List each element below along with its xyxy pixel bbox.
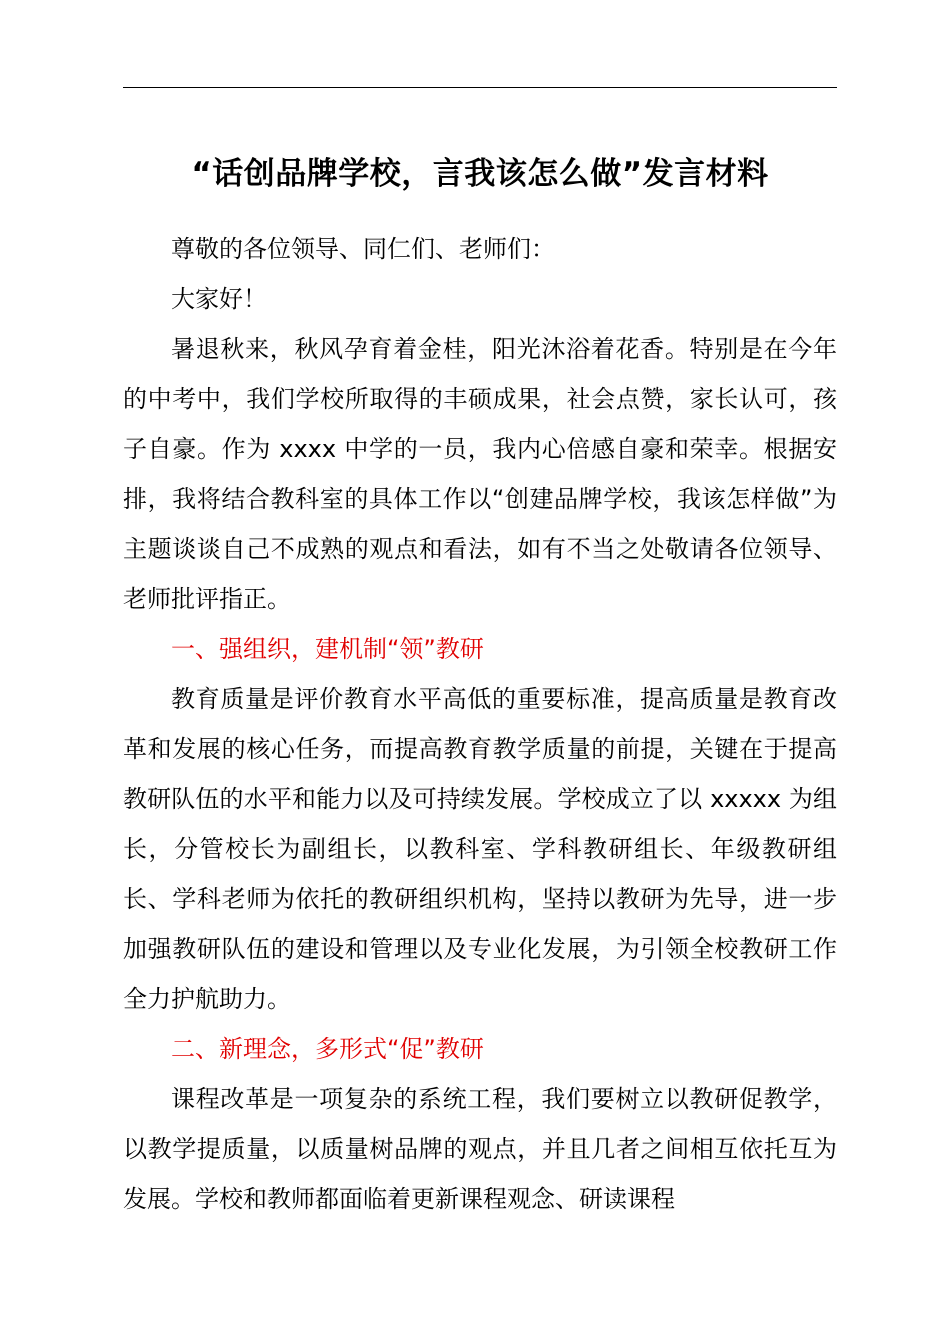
header-rule [123,87,837,88]
document-body [123,224,837,1224]
greeting: 大家好！ [171,285,267,313]
salutation: 尊敬的各位领导、同仁们、老师们： [171,235,555,263]
section-body-1: 教育质量是评价教育水平高低的重要标准，提高质量是教育改革和发展的核心任务，而提高教育教学质量的前提，关键在于提高教研队伍的水平和能力以及可持续发展。学校成立了以 xxxxx 为组长，分管校长为副组长，以教科室、学科教研组长、年级教研组长、学科老师为依托的教研组织机构，坚持以教研为先导，进一步加强教研队伍的建设和管理以及专业化发展，为引领全校教研工作全力护航助力。 [123,685,837,1013]
section-body-2: 课程改革是一项复杂的系统工程，我们要树立以教研促教学，以教学提质量，以质量树品牌的观点，并且几者之间相互依托互为发展。学校和教师都面临着更新课程观念、研读课程 [123,1085,837,1213]
document-title: “话创品牌学校，言我该怎么做”发言材料 [191,156,769,192]
section-heading-1: 一、强组织，建机制“领”教研 [171,635,484,663]
section-heading-2: 二、新理念，多形式“促”教研 [171,1035,484,1063]
intro-paragraph: 暑退秋来，秋风孕育着金桂，阳光沐浴着花香。特别是在今年的中考中，我们学校所取得的丰硕成果，社会点赞，家长认可，孩子自豪。作为 xxxx 中学的一员，我内心倍感自豪和荣幸。根据安排，我将结合教科室的具体工作以“创建品牌学校，我该怎样做”为主题谈谈自己不成熟的观点和看法，如有不当之处敬请各位领导、老师批评指正。 [123,335,837,613]
